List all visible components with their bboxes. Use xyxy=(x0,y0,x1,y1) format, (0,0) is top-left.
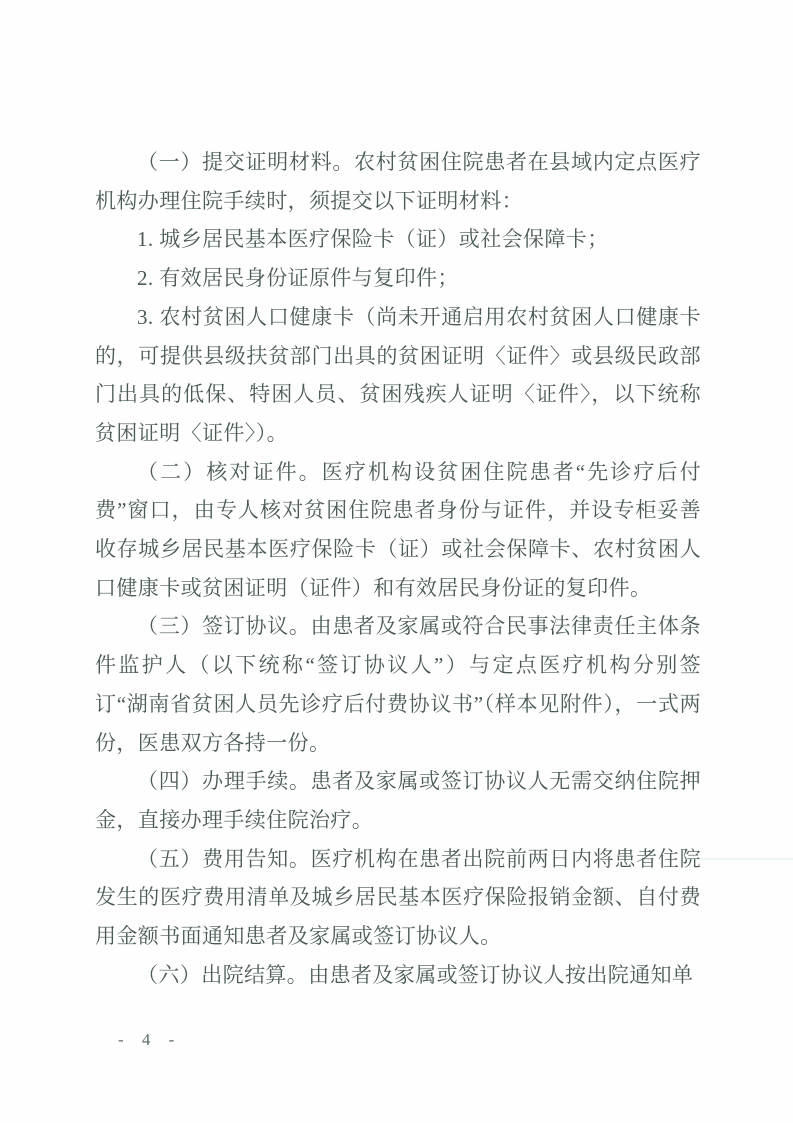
paragraph: （五）费用告知。医疗机构在患者出院前两日内将患者住院发生的医疗费用清单及城乡居民基本医疗保险报销金额、自付费用金额书面通知患者及家属或签订协议人。 xyxy=(95,846,701,949)
paragraph: （六）出院结算。由患者及家属或签订协议人按出院通知单 xyxy=(137,962,694,987)
paragraph: （四）办理手续。患者及家属或签订协议人无需交纳住院押金，直接办理手续住院治疗。 xyxy=(95,769,701,832)
paragraph: 2. 有效居民身份证原件与复印件； xyxy=(137,266,459,291)
paragraph: （一）提交证明材料。农村贫困住院患者在县域内定点医疗机构办理住院手续时，须提交以下证明材料： xyxy=(95,150,701,213)
paragraph: （三）签订协议。由患者及家属或符合民事法律责任主体条件监护人（以下统称“签订协议人”）与定点医疗机构分别签订“湖南省贫困人员先诊疗后付费协议书”（样本见附件），一式两份，医患双方各持一份。 xyxy=(95,614,701,755)
paragraph: 3. 农村贫困人口健康卡（尚未开通启用农村贫困人口健康卡的，可提供县级扶贫部门出具的贫困证明〈证件〉或县级民政部门出具的低保、特困人员、贫困残疾人证明〈证件〉，以下统称贫困证明〈证件〉）。 xyxy=(95,304,701,445)
page-number: - 4 - xyxy=(118,1030,182,1049)
paragraph: （二）核对证件。医疗机构设贫困住院患者“先诊疗后付费”窗口，由专人核对贫困住院患者身份与证件，并设专柜妥善收存城乡居民基本医疗保险卡（证）或社会保障卡、农村贫困人口健康卡或贫困证明（证件）和有效居民身份证的复印件。 xyxy=(95,459,701,600)
document-body xyxy=(95,143,701,994)
scan-artifact-line xyxy=(685,858,793,860)
paragraph: 1. 城乡居民基本医疗保险卡（证）或社会保障卡； xyxy=(137,227,609,252)
